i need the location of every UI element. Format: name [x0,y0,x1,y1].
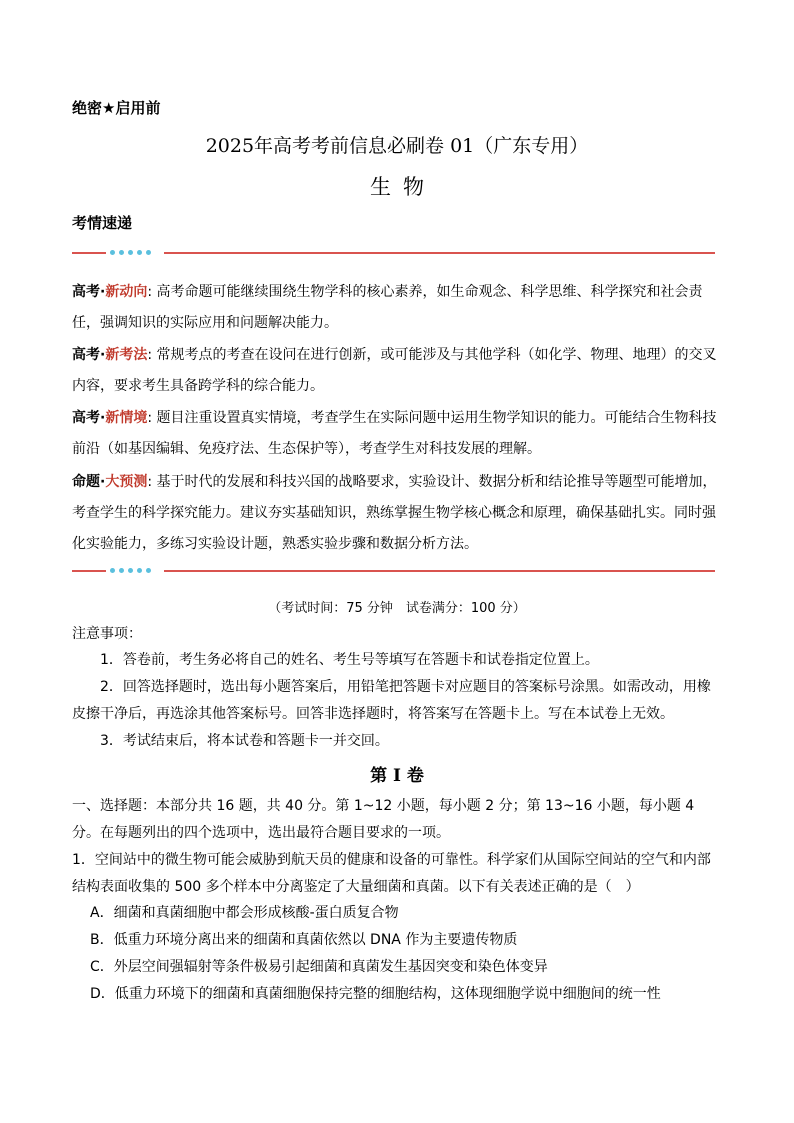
decorative-divider-bottom [72,568,715,574]
volume-title: 第 I 卷 [370,766,424,786]
briefing-text: : 题目注重设置真实情境，考查学生在实际问题中运用生物学知识的能力。可能结合生物科技前沿（如基因编辑、免疫疗法、生态保护等），考查学生对科技发展的理解。 [72,410,717,457]
question-1-option-b: B．低重力环境分离出来的细菌和真菌依然以 DNA 作为主要遗传物质 [90,932,518,948]
briefing-key-highlight: 大预测 [105,474,148,490]
question-1-option-c: C．外层空间强辐射等条件极易引起细菌和真菌发生基因突变和染色体变异 [90,959,548,975]
briefing-key-prefix: 高考· [72,284,106,300]
briefing-text: : 基于时代的发展和科技兴国的战略要求，实验设计、数据分析和结论推导等题型可能增加，考查学生的科学探究能力。建议夯实基础知识，熟练掌握生物学核心概念和原理，确保基础扎实。同时强化实验能力，多练习实验设计题，熟悉实验步骤和数据分析方法。 [72,474,717,552]
briefing-item-new-method [72,340,722,402]
question-1-option-d: D．低重力环境下的细菌和真菌细胞保持完整的细胞结构，这体现细胞学说中细胞间的统一性 [90,986,661,1002]
briefing-key-prefix: 命题· [72,474,106,490]
confidential-label: 绝密★启用前 [72,99,161,117]
notice-title: 注意事项： [72,626,142,642]
notice-item: 1．答卷前，考生务必将自己的姓名、考生号等填写在答题卡和试卷指定位置上。 [100,652,599,668]
part-one-instructions: 一、选择题：本部分共 16 题，共 40 分。第 1~12 小题，每小题 2 分；第 13~16 小题，每小题 4 分。在每题列出的四个选项中，选出最符合题目要求的一项。 [72,798,695,841]
briefing-text: : 高考命题可能继续围绕生物学科的核心素养，如生命观念、科学思维、科学探究和社会责任，强调知识的实际应用和问题解决能力。 [72,284,703,331]
briefing-item-new-context [72,403,722,465]
decorative-divider-top [72,250,715,256]
exam-time-and-score: （考试时间：75 分钟 试卷满分：100 分） [268,601,526,616]
briefing-item-prediction [72,467,722,560]
question-1-stem: 1．空间站中的微生物可能会威胁到航天员的健康和设备的可靠性。科学家们从国际空间站的空气和内部结构表面收集的 500 多个样本中分离鉴定了大量细菌和真菌。以下有关表述正确的是（ ） [72,852,711,895]
briefing-key-highlight: 新情境 [105,410,148,426]
briefing-key-prefix: 高考· [72,410,106,426]
briefing-heading: 考情速递 [72,214,133,232]
notice-item: 2．回答选择题时，选出每小题答案后，用铅笔把答题卡对应题目的答案标号涂黑。如需改动，用橡皮擦干净后，再选涂其他答案标号。回答非选择题时，将答案写在答题卡上。写在本试卷上无效。 [72,679,711,722]
briefing-key-prefix: 高考· [72,347,106,363]
briefing-text: : 常规考点的考查在设问在进行创新，或可能涉及与其他学科（如化学、物理、地理）的交叉内容，要求考生具备跨学科的综合能力。 [72,347,717,394]
subject-title: 生物 [370,175,436,199]
briefing-key-highlight: 新考法 [105,347,148,363]
briefing-item-new-trend [72,277,722,339]
briefing-key-highlight: 新动向 [105,284,148,300]
question-1-option-a: A．细菌和真菌细胞中都会形成核酸-蛋白质复合物 [90,905,399,921]
notice-item: 3．考试结束后，将本试卷和答题卡一并交回。 [100,733,389,749]
exam-title: 2025年高考考前信息必刷卷 01（广东专用） [205,135,589,157]
